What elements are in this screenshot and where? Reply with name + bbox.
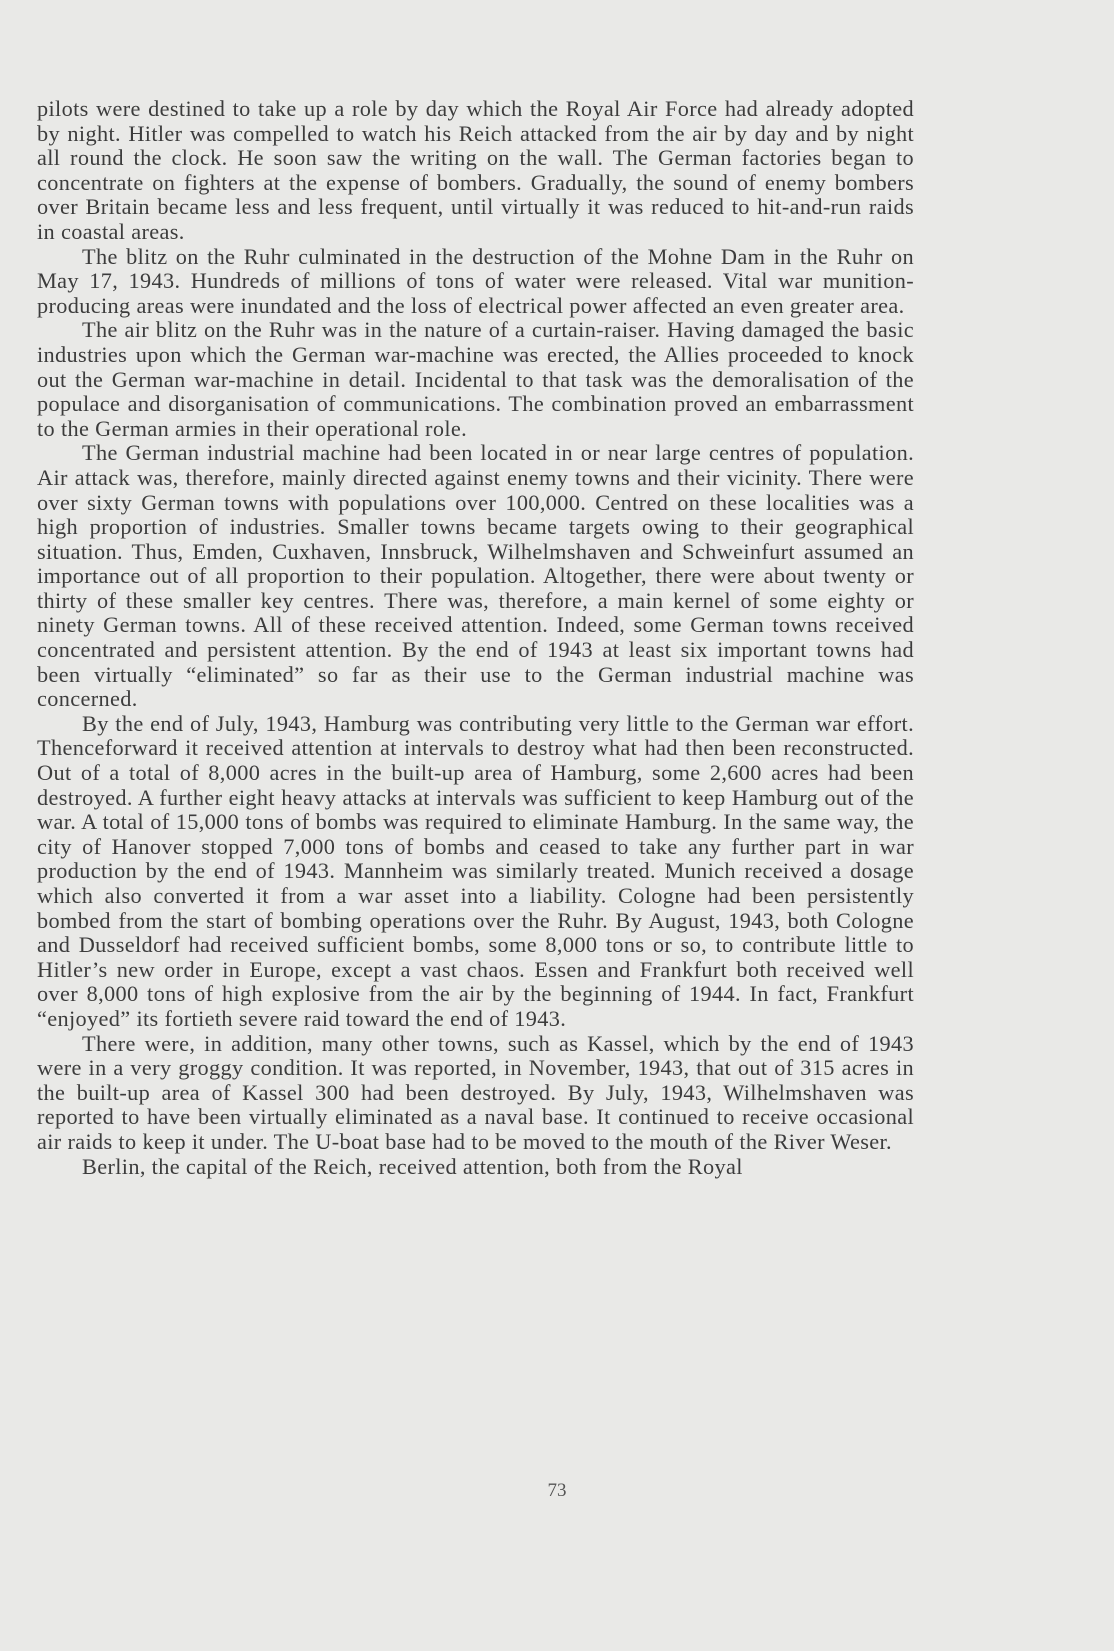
body-text [37,97,914,1179]
paragraph-kassel: There were, in addition, many other towns, such as Kassel, which by the end of 1943 were in a very groggy condition. It was reported, in November, 1943, that out of 315 acres in the built-up area of Kassel 300 had been destroyed. By July, 1943, Wilhelmshaven was reported to have been virtually eliminated as a naval base. It continued to receive occasional air raids to keep it under. The U-boat base had to be moved to the mouth of the River Weser. [37,1030,914,1154]
paragraph-continuation: pilots were destined to take up a role by day which the Royal Air Force had already adopted by night. Hitler was compelled to watch his Reich attacked from the air by day and by night all round the clock. He soon saw the writing on the wall. The German factories began to concentrate on fighters at the expense of bombers. Gradually, the sound of enemy bombers over Britain became less and less frequent, until virtually it was reduced to hit-and-run raids in coastal areas. [37,96,914,244]
paragraph-industrial-machine: The German industrial machine had been located in or near large centres of population. Air attack was, therefore, mainly directed against enemy towns and their vicinity. There were over sixty German towns with populations over 100,000. Centred on these localities was a high proportion of industries. Smaller towns became targets owing to their geographical situation. Thus, Emden, Cuxhaven, Innsbruck, Wilhelmshaven and Schweinfurt assumed an importance out of all proportion to their population. Altogether, there were about twenty or thirty of these smaller key centres. There was, therefore, a main kernel of some eighty or ninety German towns. All of these received attention. Indeed, some German towns received concentrated and persistent attention. By the end of 1943 at least six important towns had been virtually “eliminated” so far as their use to the German industrial machine was concerned. [37,440,914,712]
page-number: 73 [547,1480,567,1501]
paragraph-mohne-dam: The blitz on the Ruhr culminated in the destruction of the Mohne Dam in the Ruhr on May 17, 1943. Hundreds of millions of tons of water were released. Vital war munition-producing areas were inundated and the loss of electrical power affected an even greater area. [37,243,914,318]
paragraph-berlin: Berlin, the capital of the Reich, received attention, both from the Royal [82,1153,743,1179]
paragraph-curtain-raiser: The air blitz on the Ruhr was in the nature of a curtain-raiser. Having damaged the basic industries upon which the German war-machine was erected, the Allies proceeded to knock out the German war-machine in detail. Incidental to that task was the demoralisation of the populace and disorganisation of communications. The combination proved an embarrassment to the German armies in their operational role. [37,317,914,441]
paragraph-hamburg: By the end of July, 1943, Hamburg was contributing very little to the German war effort. Thenceforward it received attention at intervals to destroy what had then been reconstructed. Out of a total of 8,000 acres in the built-up area of Hamburg, some 2,600 acres had been destroyed. A further eight heavy attacks at intervals was sufficient to keep Hamburg out of the war. A total of 15,000 tons of bombs was required to eliminate Hamburg. In the same way, the city of Hanover stopped 7,000 tons of bombs and ceased to take any further part in war production by the end of 1943. Mannheim was similarly treated. Munich received a dosage which also converted it from a war asset into a liability. Cologne had been persistently bombed from the start of bombing operations over the Ruhr. By August, 1943, both Cologne and Dusseldorf had received sufficient bombs, some 8,000 tons or so, to contribute little to Hitler’s new order in Europe, except a vast chaos. Essen and Frankfurt both received well over 8,000 tons of high explosive from the air by the beginning of 1944. In fact, Frankfurt “enjoyed” its fortieth severe raid toward the end of 1943. [37,710,914,1031]
